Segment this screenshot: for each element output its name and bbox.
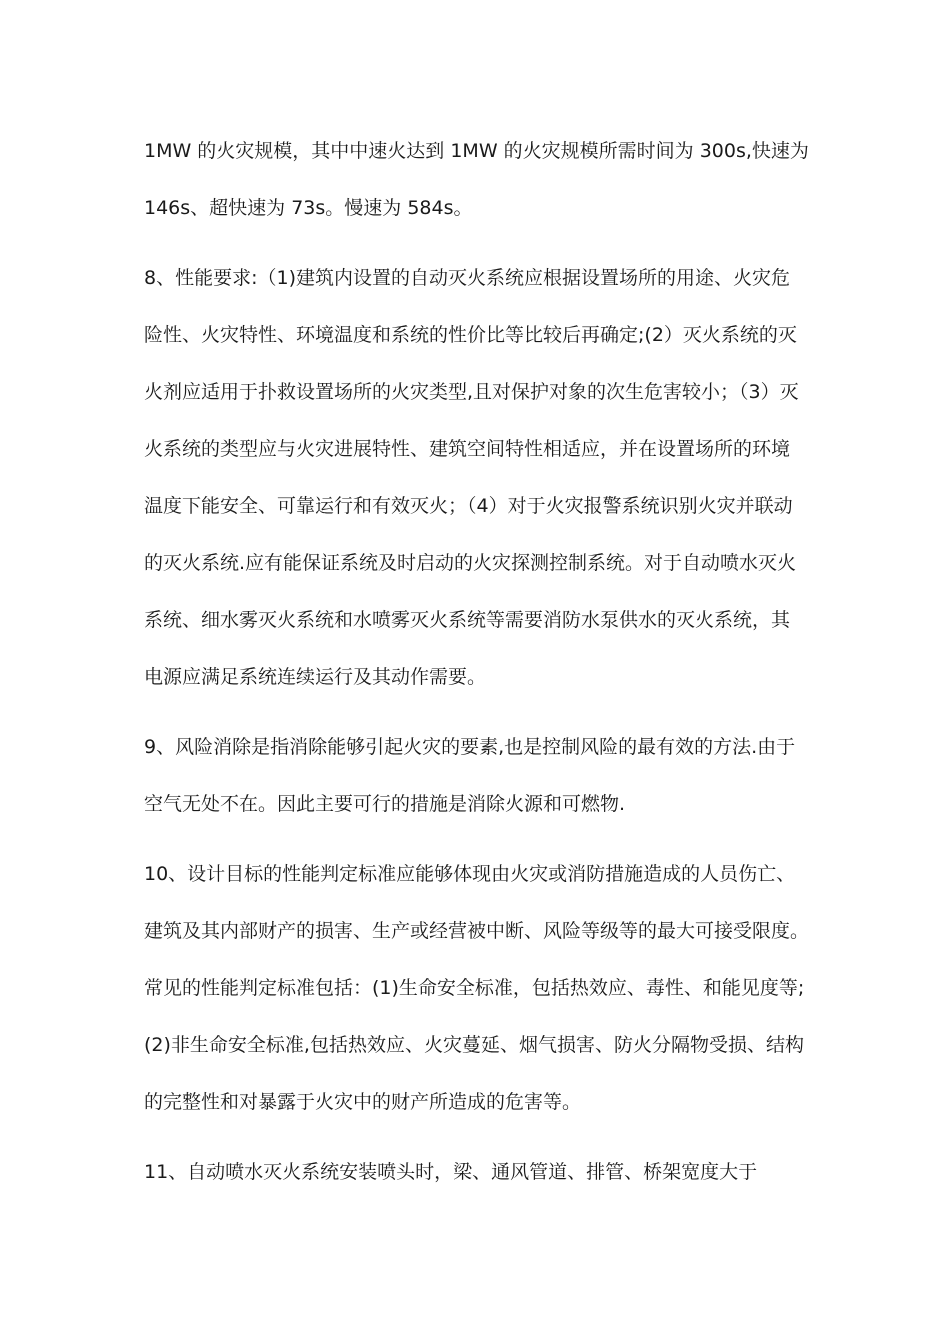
text-line: 温度下能安全、可靠运行和有效灭火；（4）对于火灾报警系统识别火灾并联动 [144, 495, 793, 517]
text-line: 1MW 的火灾规模，其中中速火达到 1MW 的火灾规模所需时间为 300s,快速为 [144, 140, 809, 162]
text-line: 火剂应适用于扑救设置场所的火灾类型,且对保护对象的次生危害较小；（3）灭 [144, 381, 799, 403]
text-line: 险性、火灾特性、环境温度和系统的性价比等比较后再确定;(2）灭火系统的灭 [144, 324, 797, 346]
text-line: 9、风险消除是指消除能够引起火灾的要素,也是控制风险的最有效的方法.由于 [144, 736, 796, 758]
text-line: 8、性能要求:（1)建筑内设置的自动灭火系统应根据设置场所的用途、火灾危 [144, 267, 790, 289]
text-line: 电源应满足系统连续运行及其动作需要。 [144, 666, 487, 688]
text-line: 空气无处不在。因此主要可行的措施是消除火源和可燃物. [144, 793, 626, 815]
text-line: 系统、细水雾灭火系统和水喷雾灭火系统等需要消防水泵供水的灭火系统，其 [144, 609, 791, 631]
text-line: 常见的性能判定标准包括：(1)生命安全标准，包括热效应、毒性、和能见度等; [144, 977, 805, 999]
text-line: (2)非生命安全标准,包括热效应、火灾蔓延、烟气损害、防火分隔物受损、结构 [144, 1034, 804, 1056]
text-line: 火系统的类型应与火灾进展特性、建筑空间特性相适应，并在设置场所的环境 [144, 438, 791, 460]
text-line: 10、设计目标的性能判定标准应能够体现由火灾或消防措施造成的人员伤亡、 [144, 863, 796, 885]
text-line: 的灭火系统.应有能保证系统及时启动的火灾探测控制系统。对于自动喷水灭火 [144, 552, 797, 574]
text-line: 建筑及其内部财产的损害、生产或经营被中断、风险等级等的最大可接受限度。 [144, 920, 810, 942]
text-line: 146s、超快速为 73s。慢速为 584s。 [144, 197, 473, 219]
text-line: 11、自动喷水灭火系统安装喷头时，梁、通风管道、排管、桥架宽度大于 [144, 1161, 758, 1183]
text-line: 的完整性和对暴露于火灾中的财产所造成的危害等。 [144, 1091, 582, 1113]
